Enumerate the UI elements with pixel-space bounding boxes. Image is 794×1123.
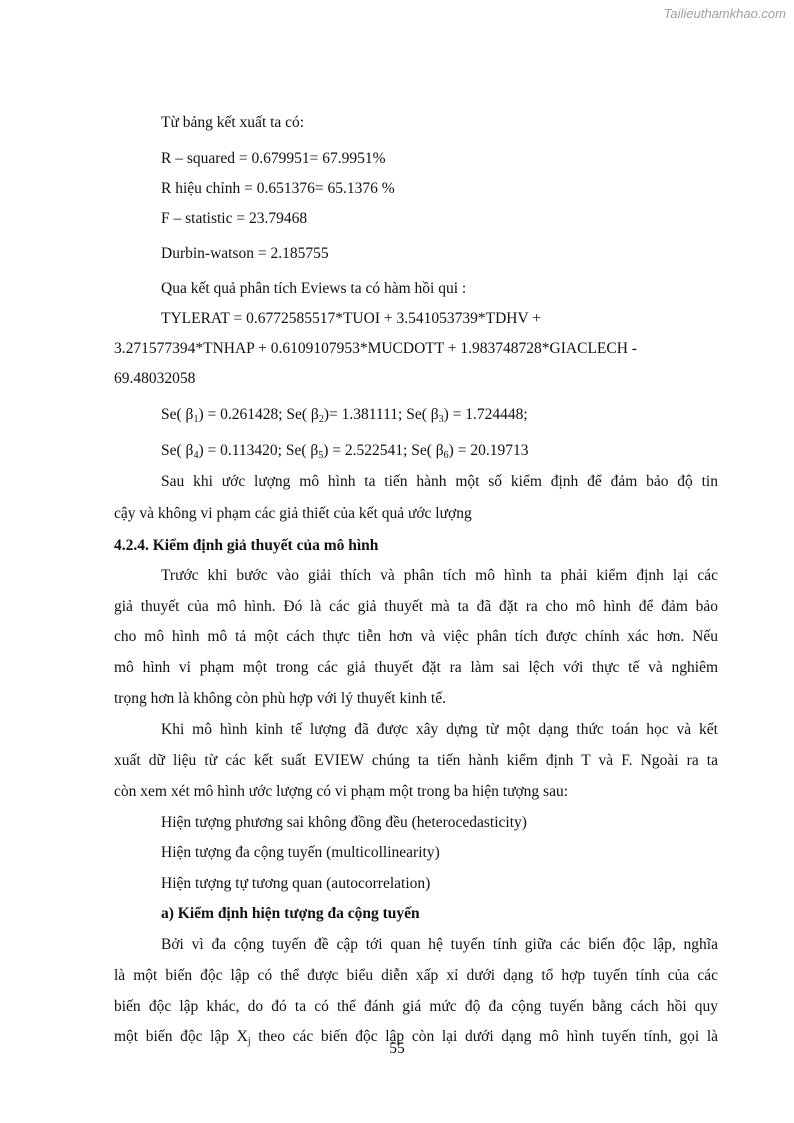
regression-equation: 69.48032058 xyxy=(114,370,196,387)
regression-equation: TYLERAT = 0.6772585517*TUOI + 3.541053739*TDHV + xyxy=(161,310,541,327)
paragraph-line: cậy và không vi phạm các giả thiết của kết quả ước lượng xyxy=(114,505,472,522)
list-item: Hiện tượng phương sai không đồng đều (heterocedasticity) xyxy=(161,814,527,831)
paragraph-line: là một biến độc lập có thể được biểu diễn xấp xỉ dưới dạng tổ hợp tuyến tính của các xyxy=(114,967,718,984)
list-item: Hiện tượng tự tương quan (autocorrelation) xyxy=(161,875,431,892)
r-adjusted-line: R hiệu chỉnh = 0.651376= 65.1376 % xyxy=(161,180,395,197)
paragraph-line: mô hình vi phạm một trong các giả thuyết đặt ra làm sai lệch với thực tế và nghiêm xyxy=(114,659,718,676)
page-number: 55 xyxy=(389,1040,405,1057)
paragraph-line: biến độc lập khác, do đó ta có thể đánh giá mức độ đa cộng tuyến bằng cách hồi quy xyxy=(114,998,718,1015)
section-heading: 4.2.4. Kiểm định giả thuyết của mô hình xyxy=(114,537,379,554)
r-squared-line: R – squared = 0.679951= 67.9951% xyxy=(161,150,386,167)
durbin-watson-line: Durbin-watson = 2.185755 xyxy=(161,245,329,262)
paragraph-line: Sau khi ước lượng mô hình ta tiến hành một số kiểm định để đảm bảo độ tin xyxy=(161,473,718,490)
regression-equation: 3.271577394*TNHAP + 0.6109107953*MUCDOTT + 1.983748728*GIACLECH - xyxy=(114,340,637,357)
standard-errors-row-1: Se( $\beta_1) = 0.261428$; Se( $\beta_2)= 1.381111$; Se( $\beta_3) = 1.724448$; xyxy=(161,406,528,425)
paragraph-line: Trước khi bước vào giải thích và phân tích mô hình ta phải kiểm định lại các xyxy=(161,567,718,584)
text-line: Từ bảng kết xuất ta có: xyxy=(161,114,305,131)
f-statistic-line: F – statistic = 23.79468 xyxy=(161,210,308,227)
paragraph-line: Khi mô hình kinh tế lượng đã được xây dựng từ một dạng thức toán học và kết xyxy=(161,721,718,738)
paragraph-line: còn xem xét mô hình ước lượng có vi phạm một trong ba hiện tượng sau: xyxy=(114,783,569,800)
paragraph-line: giả thuyết của mô hình. Đó là các giả thuyết mà ta đã đặt ra cho mô hình để đảm bảo xyxy=(114,598,718,615)
list-item: Hiện tượng đa cộng tuyến (multicollinearity) xyxy=(161,844,440,861)
subsection-heading: a) Kiểm định hiện tượng đa cộng tuyến xyxy=(161,905,420,922)
paragraph-line: Bởi vì đa cộng tuyến đề cập tới quan hệ tuyến tính giữa các biến độc lập, nghĩa xyxy=(161,936,718,953)
paragraph-line: cho mô hình mô tả một cách thực tiễn hơn và việc phân tích được chính xác hơn. Nếu xyxy=(114,628,718,645)
standard-errors-row-2: Se( $\beta_4) = 0.113420$; Se( $\beta_5) = 2.522541$; Se( $\beta_6) = 20.19713$ xyxy=(161,442,529,461)
text-line: Qua kết quả phân tích Eviews ta có hàm hồi qui : xyxy=(161,280,467,297)
watermark: Tailieuthamkhao.com xyxy=(663,6,786,21)
paragraph-line: một biến độc lập $X_j$ theo các biến độc lập còn lại dưới dạng mô hình tuyến tính, gọi là xyxy=(114,1028,719,1047)
paragraph-line: trọng hơn là không còn phù hợp với lý thuyết kinh tế. xyxy=(114,690,446,707)
paragraph-line: xuất dữ liệu từ các kết suất EVIEW chúng ta tiến hành kiểm định T và F. Ngoài ra ta xyxy=(114,752,718,769)
